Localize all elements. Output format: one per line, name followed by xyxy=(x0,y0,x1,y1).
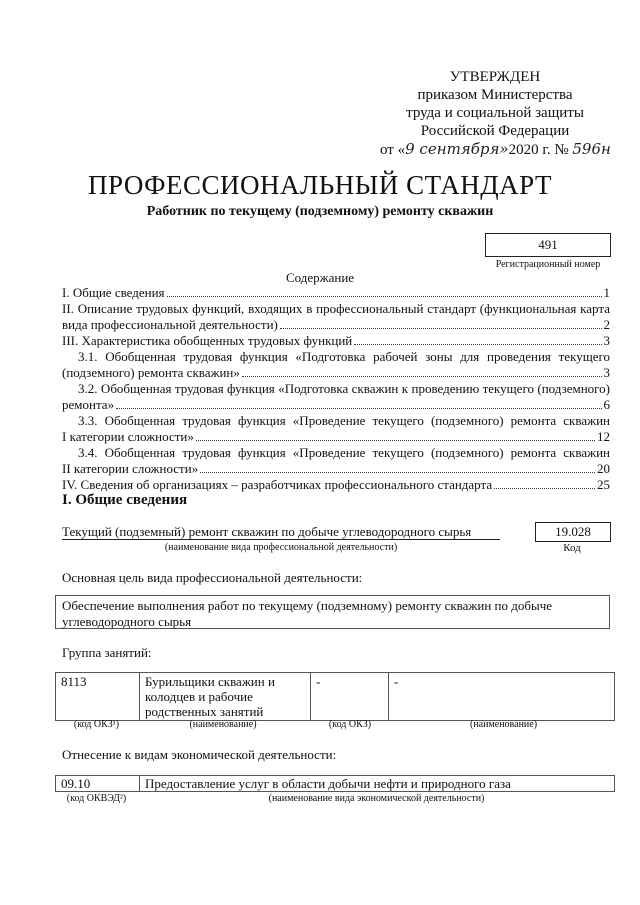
toc-page-number: 20 xyxy=(597,461,610,476)
document-subtitle: Работник по текущему (подземному) ремонту скважин xyxy=(146,204,494,219)
approval-line-federation: Российской Федерации xyxy=(420,123,570,139)
toc-leader xyxy=(196,440,595,441)
section-heading: I. Общие сведения xyxy=(62,492,188,508)
toc-item-3-2-line2[interactable] xyxy=(62,397,610,413)
document-title: ПРОФЕССИОНАЛЬНЫЙ СТАНДАРТ xyxy=(87,170,553,200)
toc-item-label: (подземного) ремонта скважин» xyxy=(62,365,240,380)
toc-item-label: II категории сложности» xyxy=(62,461,199,476)
caption-okved-name: (наименование вида экономической деятельности) xyxy=(268,793,485,804)
activity-code-caption: Код xyxy=(563,542,581,554)
approval-line-order: приказом Министерства xyxy=(417,87,573,103)
toc-leader xyxy=(280,328,602,329)
toc-leader xyxy=(354,344,601,345)
okz-name-line: колодцев и рабочие xyxy=(145,689,253,704)
handwritten-date: 9 сентября» xyxy=(405,140,509,158)
toc-item-3-3-line2[interactable] xyxy=(62,429,610,445)
toc-heading: Содержание xyxy=(285,270,355,285)
toc-item-3-1-line1[interactable]: 3.1. Обобщенная трудовая функция «Подготовка рабочей зоны для проведения текущего xyxy=(78,349,610,364)
okved-code-cell: 09.10 xyxy=(56,776,140,792)
toc-leader xyxy=(116,408,601,409)
activity-underline xyxy=(62,539,500,540)
toc-page-number: 2 xyxy=(603,317,610,332)
toc-item-functions-line2[interactable] xyxy=(62,317,610,333)
toc-leader xyxy=(242,376,602,377)
table-row xyxy=(56,776,615,792)
toc-item-label: I категории сложности» xyxy=(62,429,194,444)
group-label: Группа занятий: xyxy=(62,645,152,660)
toc-item-developers[interactable] xyxy=(62,477,610,493)
date-prefix: от « xyxy=(380,142,406,158)
goal-text-line1: Обеспечение выполнения работ по текущему (подземному) ремонту скважин по добыче xyxy=(62,598,553,613)
registration-number-box: 491 xyxy=(485,233,611,257)
toc-item-label: вида профессиональной деятельности) xyxy=(62,317,278,332)
toc-page-number: 3 xyxy=(603,333,610,348)
okz-name-line: Бурильщики скважин и xyxy=(145,674,275,689)
okved-table xyxy=(55,775,615,792)
toc-item-3-3-line1[interactable]: 3.3. Обобщенная трудовая функция «Проведение текущего (подземного) ремонта скважин xyxy=(78,413,610,428)
toc-page-number: 25 xyxy=(597,477,610,492)
approval-block xyxy=(380,68,610,159)
okz-name-cell xyxy=(140,673,311,721)
date-year: 2020 г. № xyxy=(508,142,569,158)
caption-okved-code: (код ОКВЭД²) xyxy=(66,793,127,804)
toc-item-3-4-line1[interactable]: 3.4. Обобщенная трудовая функция «Проведение текущего (подземного) ремонта скважин xyxy=(78,445,610,460)
goal-text-line2: углеводородного сырья xyxy=(62,614,192,629)
toc-item-3-4-line2[interactable] xyxy=(62,461,610,477)
toc-item-label: III. Характеристика обобщенных трудовых функций xyxy=(62,333,353,348)
okz-name-line: родственных занятий xyxy=(145,704,264,719)
toc-leader xyxy=(494,488,595,489)
toc-item-label: ремонта» xyxy=(62,397,115,412)
activity-caption: (наименование вида профессиональной деятельности) xyxy=(164,542,398,553)
occupation-group-table xyxy=(55,672,615,721)
caption-okz-code-2: (код ОКЗ) xyxy=(328,719,372,730)
toc-item-characteristics[interactable] xyxy=(62,333,610,349)
table-row xyxy=(56,673,615,721)
toc-item-functions-line1[interactable]: II. Описание трудовых функций, входящих в профессиональный стандарт (функциональная карта xyxy=(62,301,610,316)
toc-item-general[interactable] xyxy=(62,285,610,301)
caption-name: (наименование) xyxy=(189,719,257,730)
toc-page-number: 3 xyxy=(603,365,610,380)
toc-leader xyxy=(167,296,602,297)
okz-name-cell-2: - xyxy=(389,673,615,721)
toc-leader xyxy=(200,472,595,473)
okz-code-cell: 8113 xyxy=(56,673,140,721)
toc-item-3-1-line2[interactable] xyxy=(62,365,610,381)
okz-code-cell-2: - xyxy=(311,673,389,721)
activity-name: Текущий (подземный) ремонт скважин по добыче углеводородного сырья xyxy=(62,524,472,539)
toc-item-label: IV. Сведения об организациях – разработчиках профессионального стандарта xyxy=(62,477,493,492)
handwritten-number: 596н xyxy=(572,140,611,158)
goal-box xyxy=(55,595,610,629)
toc-item-3-2-line1[interactable]: 3.2. Обобщенная трудовая функция «Подготовка скважин к проведению текущего (подземного) xyxy=(78,381,610,396)
approval-line-ministry: труда и социальной защиты xyxy=(406,105,584,121)
toc-item-label: I. Общие сведения xyxy=(62,285,165,300)
approval-date-line xyxy=(380,140,610,159)
caption-name-2: (наименование) xyxy=(469,719,538,730)
toc-page-number: 6 xyxy=(603,397,610,412)
approval-title: УТВЕРЖДЕН xyxy=(449,69,541,85)
toc-page-number: 1 xyxy=(603,285,610,300)
activity-code-box: 19.028 xyxy=(535,522,611,542)
table-of-contents xyxy=(62,285,610,493)
okved-label: Отнесение к видам экономической деятельности: xyxy=(62,747,337,762)
registration-number-label: Регистрационный номер xyxy=(495,259,601,270)
toc-page-number: 12 xyxy=(597,429,610,444)
okved-name-cell: Предоставление услуг в области добычи нефти и природного газа xyxy=(140,776,615,792)
goal-label: Основная цель вида профессиональной деятельности: xyxy=(62,570,363,585)
caption-okz-code: (код ОКЗ¹) xyxy=(73,719,120,730)
